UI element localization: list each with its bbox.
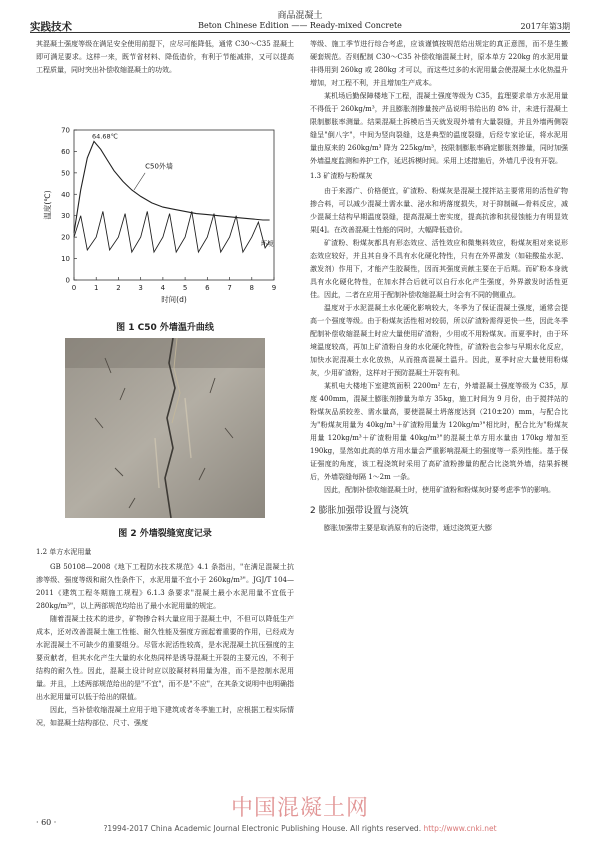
- header-rule: [30, 32, 570, 33]
- journal-title-en: Beton Chinese Edition —— Ready-mixed Concrete: [198, 21, 402, 30]
- page-number: · 60 ·: [36, 818, 57, 827]
- figure-1: [40, 122, 290, 312]
- column-label: 实践技术: [30, 21, 72, 33]
- y-tick-label: 50: [61, 169, 70, 178]
- x-tick-label: 5: [182, 284, 188, 292]
- paragraph-r1: 等级、施工季节进行综合考虑，应该谨慎按规范给出规定的真正意图，而不是生搬硬套规范。否则配制 C30～C35 补偿收缩混凝土时，原本单方 220kg 的水泥用量非得用到 260kg 或 280kg 才可以，而这些过多的水泥用量会使混凝土水化热温升增加，对工程不利，并且增加生产成本。: [310, 40, 568, 87]
- paragraph-1-2-b: 随着混凝土技术的进步，矿物掺合料大量应用于混凝土中，不但可以降低生产成本，还对改善混凝土施工性能、耐久性能及强度方面起着重要的作用，已经成为水泥混凝土不可缺少的重要组分。尽管水泥活性较高，是水泥混凝土抗压强度的主要贡献者，但其水化产生大量的水化热同样是诱导混凝土开裂的主要元凶，不利于结构的耐久性。因此，混凝土设计时应以胶凝材料用量为准，而不是控制水泥用量。并且，上述两部规范给出的是"不宜"，而不是"不应"，在其条文说明中也明确指出水泥用量可以低于给出的限值。: [36, 615, 294, 701]
- y-tick-label: 70: [61, 126, 70, 135]
- left-column-top: [36, 38, 294, 77]
- x-tick-label: 3: [138, 284, 143, 292]
- plot-frame: [74, 130, 274, 280]
- issue-label: 2017年第3期: [520, 22, 570, 31]
- subsection-1-2-title: 1.2 单方水泥用量: [36, 548, 92, 556]
- x-tick-label: 6: [205, 284, 210, 292]
- x-tick-label: 7: [227, 284, 232, 292]
- y-tick-label: 10: [61, 255, 70, 264]
- figure-2-caption: 图 2 外墙裂缝宽度记录: [118, 529, 212, 539]
- y-axis-label: 温度(℃): [43, 190, 52, 220]
- paragraph-1-3-d: 某机电大楼地下室建筑面积 2200m² 左右，外墙混凝土强度等级为 C35，厚度 400mm，混凝土膨胀剂掺量为单方 35kg，施工时间为 9 月份，由于搅拌站的粉煤灰品质较差、需水量高，要使混凝土坍落度达到（210±20）mm，与配合比为"粉煤灰用量为 40kg/m³＋矿渣粉用量为 120kg/m³"相比时，配合比为"粉煤灰用量 120kg/m³＋矿渣粉用量 40kg/m³"的混凝土单方用水量由 170kg 增加至 190kg，显然如此高的单方用水量会严重影响混凝土的强度等一系列性能。基于保证强度的角度，该工程浇筑时采用了高矿渣粉掺量的配合比浇筑外墙，结果拆模后，外墙裂缝每隔 1～2m 一条。: [310, 382, 568, 481]
- x-tick-label: 9: [271, 284, 277, 292]
- paragraph-1-3-b: 矿渣粉、粉煤灰都具有形态效应、活性效应和微集料效应，粉煤灰相对来说形态效应较好，并且其自身不具有水化硬化特性，只有在外界激发（如硅酸盐水泥、激发剂）作用下，才能产生胶凝性，因而其强度贡献主要在于后期。而矿粉本身就具有水化硬化特性，在加水拌合后就可以自行水化产生强度，外界激发时活性更佳。因此，二者在应用于配制补偿收缩混凝土时会有不同的侧重点。: [310, 239, 568, 299]
- paragraph-r2: 某机场后勤保障楼地下工程，混凝土强度等级为 C35，监理要求单方水泥用量不得低于 260kg/m³，并且膨胀剂掺量按产品说明书给出的 8% 计，未进行混凝土限制膨胀率测量。结果混凝土拆模后当天就发现外墙有大量裂缝，并且外墙两侧裂缝呈"倒八字"，中间为竖向裂缝，这是典型的温度裂缝，后经专家论证，将水泥用量由原来的 260kg/m³ 降为 225kg/m³，按限制膨胀率确定膨胀剂掺量，同时加强外墙温度监测和养护工作，延迟拆模时间。采用上述措施后，外墙几乎没有开裂。: [310, 92, 568, 165]
- series-label-wall-leader: [134, 173, 145, 190]
- y-tick-label: 20: [61, 233, 70, 242]
- paragraph-1-3-e: 因此，配制补偿收缩混凝土时，使用矿渣粉和粉煤灰时要考虑季节的影响。: [324, 486, 555, 494]
- x-tick-label: 8: [249, 284, 255, 292]
- figure-2-photo: [65, 338, 265, 518]
- peak-annotation: 64.68℃: [92, 132, 118, 141]
- y-tick-label: 60: [61, 147, 70, 156]
- right-column: [310, 38, 568, 535]
- y-tick-label: 30: [61, 212, 70, 221]
- paragraph-1-3-c: 温度对于水泥混凝土水化硬化影响较大，冬季为了保证混凝土强度，通常会提高一个强度等级。由于粉煤灰活性相对较弱，所以矿渣粉需得更快一些，因此冬季配制补偿收缩混凝土时应大量使用矿渣粉，少用或不用粉煤灰。而夏季时，由于环境温度较高，再加上矿渣粉自身的水化硬化特性，矿渣粉也会参与早期水化反应，加快水泥混凝土水化放热，从而推高混凝土温升。因此，夏季时应大量使用粉煤灰，少用矿渣粉，这样对于预防混凝土开裂有利。: [310, 304, 568, 377]
- x-tick-label: 2: [116, 284, 121, 292]
- copyright-footer: [0, 824, 600, 833]
- series-label-wall: C50外墙: [145, 162, 173, 171]
- intro-paragraph: 其混凝土强度等级在满足安全使用前提下，应尽可能降低，通常 C30～C35 混凝土即可满足要求。这样一来，既节省材料、降低造价，有利于节能减排，又可以提高工程质量，同时突出补偿收缩混凝土的功效。: [36, 40, 294, 74]
- series-line-0: [74, 141, 270, 233]
- figure-1-caption: 图 1 C50 外墙温升曲线: [116, 323, 214, 333]
- crack-wall-photo: [65, 338, 265, 518]
- x-tick-label: 4: [160, 284, 166, 292]
- paragraph-1-2-c: 因此，当补偿收缩混凝土应用于地下建筑或者冬季施工时，应根据工程实际情况，如混凝土结构部位、尺寸、强度: [36, 706, 294, 727]
- paragraph-1-2-a: GB 50108—2008《地下工程防水技术规范》4.1 条指出，"在满足混凝土抗渗等级、强度等级和耐久性条件下，水泥用量不宜小于 260kg/m³"。JGJ/T 104—2011《建筑工程冬期施工规程》6.1.3 条要求"混凝土最小水泥用量不宜低于 280kg/m³"，以上两部规范均给出了最小水泥用量的规定。: [36, 563, 294, 610]
- section-2-title: 2 膨胀加强带设置与浇筑: [310, 506, 409, 516]
- cnki-url[interactable]: http://www.cnki.net: [423, 824, 497, 833]
- temperature-rise-chart: [40, 122, 290, 312]
- x-axis-label: 时间(d): [161, 295, 187, 304]
- paragraph-1-3-a: 由于来源广、价格便宜，矿渣粉、粉煤灰是混凝土搅拌站主要常用的活性矿物掺合料，可以减少混凝土需水量、泌水和坍落度损失，对于抑制碱—骨料反应，减少混凝土结构早期温度裂缝，提高混凝土密实度，提高抗渗和抗侵蚀能力有明显效果[4]。在改善混凝土性能的同时，大幅降低造价。: [310, 187, 568, 234]
- y-tick-label: 40: [61, 190, 70, 199]
- x-tick-label: 1: [93, 284, 99, 292]
- copyright-text: ?1994-2017 China Academic Journal Electronic Publishing House. All rights reserved.: [103, 824, 422, 833]
- series-label-env: 环境: [260, 239, 274, 248]
- left-column-bottom: [36, 544, 294, 730]
- y-tick-label: 0: [65, 276, 70, 285]
- subsection-1-3-title: 1.3 矿渣粉与粉煤灰: [310, 172, 373, 180]
- watermark-logo: 中国混凝土网: [230, 796, 369, 821]
- journal-title-cn: 商品混凝土: [277, 11, 323, 21]
- x-tick-label: 0: [71, 284, 77, 292]
- paragraph-2-a: 膨胀加强带主要是取消原有的后浇带，通过浇筑更大膨: [324, 524, 492, 532]
